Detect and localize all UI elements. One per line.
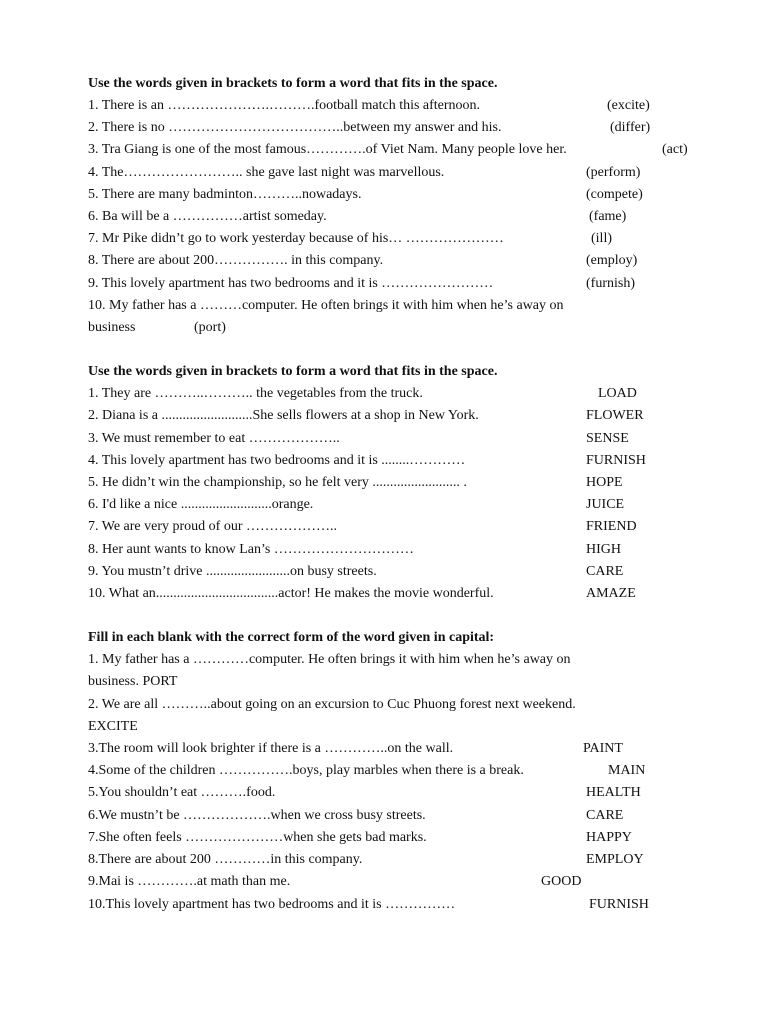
item-cue: MAIN — [608, 763, 646, 779]
item-text: 6.We mustn’t be ……………….when we cross busy streets. — [88, 807, 426, 823]
item-text: 7. Mr Pike didn’t go to work yesterday because of his… ………………… — [88, 231, 504, 247]
item-cue: CARE — [586, 563, 624, 579]
item-cue: GOOD — [541, 874, 582, 890]
item-text: 2. Diana is a ..........................She sells flowers at a shop in New York. — [88, 408, 479, 424]
exercise-item — [88, 428, 758, 450]
item-text: 8. There are about 200……………. in this company. — [88, 253, 384, 269]
item-cue: HEALTH — [586, 785, 641, 801]
exercise-item — [88, 472, 758, 494]
item-text: 9. This lovely apartment has two bedrooms and it is …………………… — [88, 275, 494, 291]
exercise-item — [88, 894, 758, 916]
exercise-item — [88, 539, 758, 561]
exercise-item — [88, 516, 758, 538]
item-cue: (act) — [662, 142, 688, 158]
item-cue: AMAZE — [586, 586, 636, 602]
exercise-item — [88, 139, 758, 161]
item-text: 2. We are all ………..about going on an excursion to Cuc Phuong forest next weekend. — [88, 696, 576, 712]
item-cue: JUICE — [586, 497, 625, 513]
item-text: 8. Her aunt wants to know Lan’s ………………………… — [88, 541, 414, 557]
item-text-continued: EXCITE — [88, 718, 138, 734]
item-cue: (furnish) — [586, 275, 635, 291]
item-text: 1. My father has a …………computer. He often brings it with him when he’s away on — [88, 652, 571, 668]
item-cue: CARE — [586, 807, 624, 823]
item-cue: HAPPY — [586, 829, 632, 845]
exercise-item — [88, 383, 758, 405]
item-text: 5.You shouldn’t eat ……….food. — [88, 785, 276, 801]
item-cue: (excite) — [607, 98, 650, 113]
exercise-item — [88, 849, 758, 871]
item-cue: (ill) — [591, 231, 612, 247]
item-text-continued: business. PORT — [88, 674, 178, 690]
exercise-item — [88, 649, 758, 693]
item-text: 9. You mustn’t drive ........................on busy streets. — [88, 563, 377, 579]
exercise-item — [88, 561, 758, 583]
item-cue: PAINT — [583, 741, 623, 757]
item-text: 3.The room will look brighter if there is a …………..on the wall. — [88, 741, 454, 757]
item-text: 4. This lovely apartment has two bedrooms and it is ........………… — [88, 452, 466, 468]
exercise-item — [88, 494, 758, 516]
item-cue: SENSE — [586, 430, 629, 446]
item-text: 6. I'd like a nice ..........................orange. — [88, 497, 314, 513]
section-heading: Use the words given in brackets to form a word that fits in the space. — [88, 76, 498, 91]
worksheet-page — [88, 73, 758, 916]
exercise-item — [88, 184, 758, 206]
exercise-item — [88, 250, 758, 272]
item-cue: FRIEND — [586, 519, 637, 535]
item-text: 3. Tra Giang is one of the most famous………….of Viet Nam. Many people love her. — [88, 142, 567, 158]
exercise-item — [88, 805, 758, 827]
exercise-item — [88, 295, 758, 339]
exercise-item — [88, 760, 758, 782]
exercise-item — [88, 228, 758, 250]
exercise-item — [88, 782, 758, 804]
exercise-section-3 — [88, 627, 758, 915]
exercise-item — [88, 405, 758, 427]
item-cue: FURNISH — [589, 896, 649, 912]
item-cue: HOPE — [586, 475, 623, 491]
item-text: 2. There is no ………………………………..between my answer and his. — [88, 120, 502, 136]
item-text: 5. There are many badminton………..nowadays. — [88, 186, 362, 202]
item-text: 8.There are about 200 …………in this company. — [88, 852, 363, 868]
exercise-item — [88, 871, 758, 893]
exercise-item — [88, 95, 758, 117]
item-cue: (compete) — [586, 186, 643, 202]
exercise-item — [88, 738, 758, 760]
item-text: 7.She often feels …………………when she gets bad marks. — [88, 829, 427, 845]
section-heading: Use the words given in brackets to form a word that fits in the space. — [88, 364, 498, 380]
item-text: 10.This lovely apartment has two bedrooms and it is …………… — [88, 896, 456, 912]
item-cue: FURNISH — [586, 452, 646, 468]
item-text: 5. He didn’t win the championship, so he felt very ......................... . — [88, 475, 467, 491]
item-cue: EMPLOY — [586, 852, 644, 868]
exercise-item — [88, 827, 758, 849]
item-text: 4. The…………………….. she gave last night was marvellous. — [88, 164, 445, 180]
exercise-item — [88, 583, 758, 605]
item-cue: (perform) — [586, 164, 641, 180]
section-heading: Fill in each blank with the correct form of the word given in capital: — [88, 630, 495, 646]
item-text: 10. What an...................................actor! He makes the movie wonderful. — [88, 586, 494, 602]
item-text: 4.Some of the children …………….boys, play marbles when there is a break. — [88, 763, 524, 779]
item-text: 6. Ba will be a ……………artist someday. — [88, 209, 327, 225]
exercise-item — [88, 206, 758, 228]
item-text: 1. There is an ………………….……….football match this afternoon. — [88, 98, 481, 113]
item-cue: (differ) — [610, 120, 651, 136]
item-cue: HIGH — [586, 541, 621, 557]
exercise-section-1 — [88, 73, 758, 339]
item-cue: FLOWER — [586, 408, 644, 424]
exercise-item — [88, 162, 758, 184]
exercise-item — [88, 694, 758, 738]
item-text: 9.Mai is ………….at math than me. — [88, 874, 291, 890]
item-text: 1. They are ………..……….. the vegetables from the truck. — [88, 386, 423, 402]
exercise-item — [88, 273, 758, 295]
item-text-continued: business — [88, 320, 136, 336]
item-text: 10. My father has a ………computer. He often brings it with him when he’s away on — [88, 297, 564, 313]
exercise-item — [88, 117, 758, 139]
item-text: 7. We are very proud of our ……………….. — [88, 519, 338, 535]
item-cue: LOAD — [598, 386, 637, 402]
exercise-item — [88, 450, 758, 472]
item-cue: (port) — [194, 320, 226, 336]
item-cue: (fame) — [589, 209, 627, 225]
exercise-section-2 — [88, 361, 758, 605]
item-cue: (employ) — [586, 253, 638, 269]
item-text: 3. We must remember to eat ……………….. — [88, 430, 340, 446]
